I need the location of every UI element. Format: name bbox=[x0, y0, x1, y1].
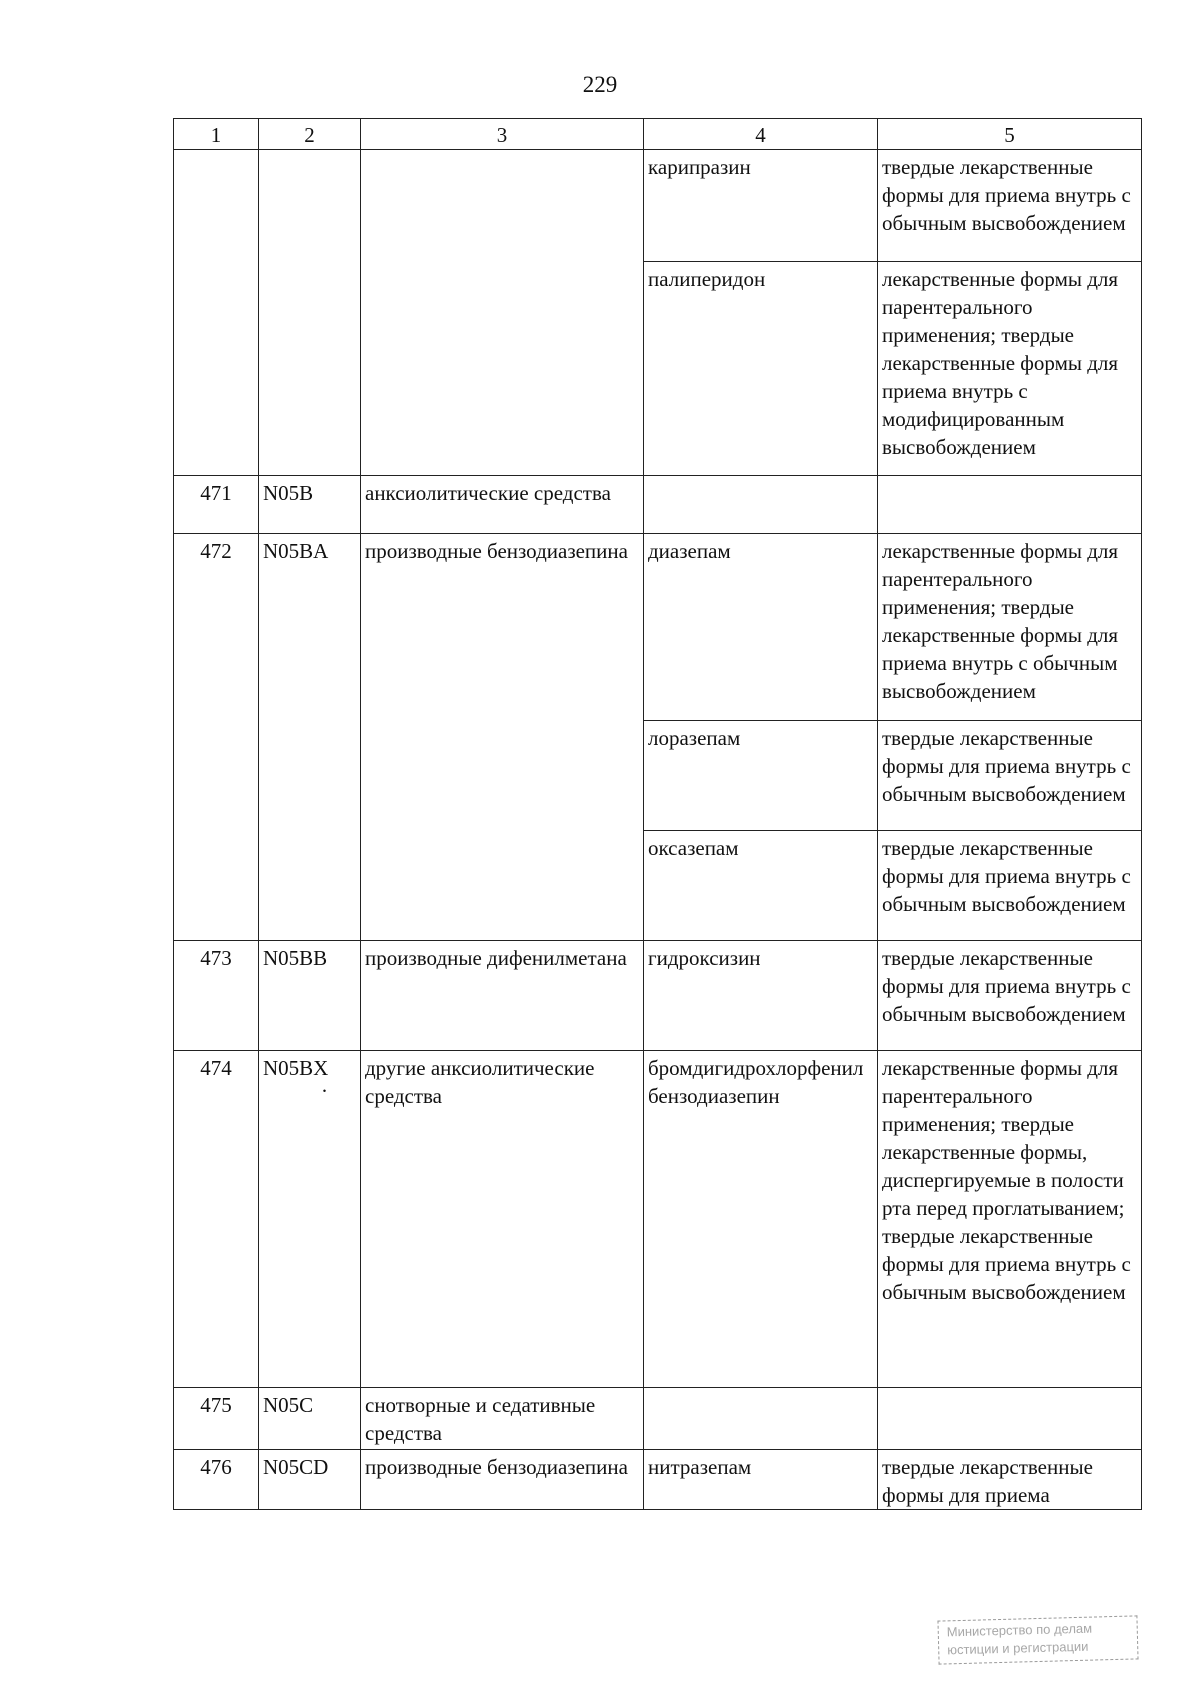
group-name: производные бензодиазепина bbox=[361, 534, 644, 941]
dosage-forms: лекарственные формы для парентерального применения; твердые лекарственные формы для приема внутрь с обычным высвобождением bbox=[878, 534, 1142, 721]
dosage-forms: лекарственные формы для парентерального применения; твердые лекарственные формы для приема внутрь с модифицированным высвобождением bbox=[878, 262, 1142, 476]
drug-name: нитразепам bbox=[644, 1450, 878, 1510]
atc-code bbox=[259, 150, 361, 476]
atc-code: N05BA bbox=[259, 534, 361, 941]
atc-code: N05C bbox=[259, 1388, 361, 1450]
drug-table bbox=[173, 118, 1142, 1510]
group-name: производные бензодиазепина bbox=[361, 1450, 644, 1510]
table-row bbox=[174, 150, 1142, 262]
header-col-3: 3 bbox=[361, 119, 644, 150]
group-name bbox=[361, 150, 644, 476]
stamp-line-2: юстиции и регистрации bbox=[947, 1638, 1089, 1658]
row-number: 475 bbox=[174, 1388, 259, 1450]
atc-code-cell bbox=[259, 1051, 361, 1388]
table-row bbox=[174, 941, 1142, 1051]
drug-name: лоразепам bbox=[644, 721, 878, 831]
row-number: 476 bbox=[174, 1450, 259, 1510]
table-row bbox=[174, 476, 1142, 534]
group-name: снотворные и седативные средства bbox=[361, 1388, 644, 1450]
dosage-forms: твердые лекарственные формы для приема внутрь с обычным высвобождением bbox=[878, 831, 1142, 941]
drug-name: карипразин bbox=[644, 150, 878, 262]
header-row bbox=[174, 119, 1142, 150]
dosage-forms: твердые лекарственные формы для приема внутрь с обычным высвобождением bbox=[878, 721, 1142, 831]
dosage-forms: твердые лекарственные формы для приема внутрь с обычным высвобождением bbox=[878, 941, 1142, 1051]
table-row bbox=[174, 1051, 1142, 1388]
drug-name bbox=[644, 476, 878, 534]
atc-code: N05BX bbox=[263, 1056, 329, 1080]
header-col-2: 2 bbox=[259, 119, 361, 150]
stray-mark: . bbox=[321, 1073, 328, 1097]
row-number: 473 bbox=[174, 941, 259, 1051]
dosage-forms: твердые лекарственные формы для приема bbox=[878, 1450, 1142, 1510]
row-number bbox=[174, 150, 259, 476]
drug-name: гидроксизин bbox=[644, 941, 878, 1051]
drug-name: диазепам bbox=[644, 534, 878, 721]
drug-name: оксазепам bbox=[644, 831, 878, 941]
drug-name bbox=[644, 1388, 878, 1450]
header-col-5: 5 bbox=[878, 119, 1142, 150]
header-col-1: 1 bbox=[174, 119, 259, 150]
table-row bbox=[174, 1450, 1142, 1510]
registration-stamp bbox=[937, 1615, 1138, 1664]
row-number: 471 bbox=[174, 476, 259, 534]
header-col-4: 4 bbox=[644, 119, 878, 150]
dosage-forms bbox=[878, 476, 1142, 534]
row-number: 472 bbox=[174, 534, 259, 941]
dosage-forms: твердые лекарственные формы для приема внутрь с обычным высвобождением bbox=[878, 150, 1142, 262]
group-name: другие анксиолитические средства bbox=[361, 1051, 644, 1388]
group-name: анксиолитические средства bbox=[361, 476, 644, 534]
table-row bbox=[174, 534, 1142, 721]
stamp-line-1: Министерство по делам bbox=[946, 1620, 1093, 1640]
atc-code: N05BB bbox=[259, 941, 361, 1051]
page-number: 229 bbox=[582, 72, 618, 97]
atc-code: N05B bbox=[259, 476, 361, 534]
dosage-forms bbox=[878, 1388, 1142, 1450]
atc-code: N05CD bbox=[259, 1450, 361, 1510]
group-name: производные дифенилметана bbox=[361, 941, 644, 1051]
table-row bbox=[174, 1388, 1142, 1450]
drug-name: палиперидон bbox=[644, 262, 878, 476]
dosage-forms: лекарственные формы для парентерального применения; твердые лекарственные формы, диспергируемые в полости рта перед проглатыванием; твердые лекарственные формы для приема внутрь с обычным высвобождением bbox=[878, 1051, 1142, 1388]
drug-name: бромдигидрохлорфенилбензодиазепин bbox=[644, 1051, 878, 1388]
row-number: 474 bbox=[174, 1051, 259, 1388]
